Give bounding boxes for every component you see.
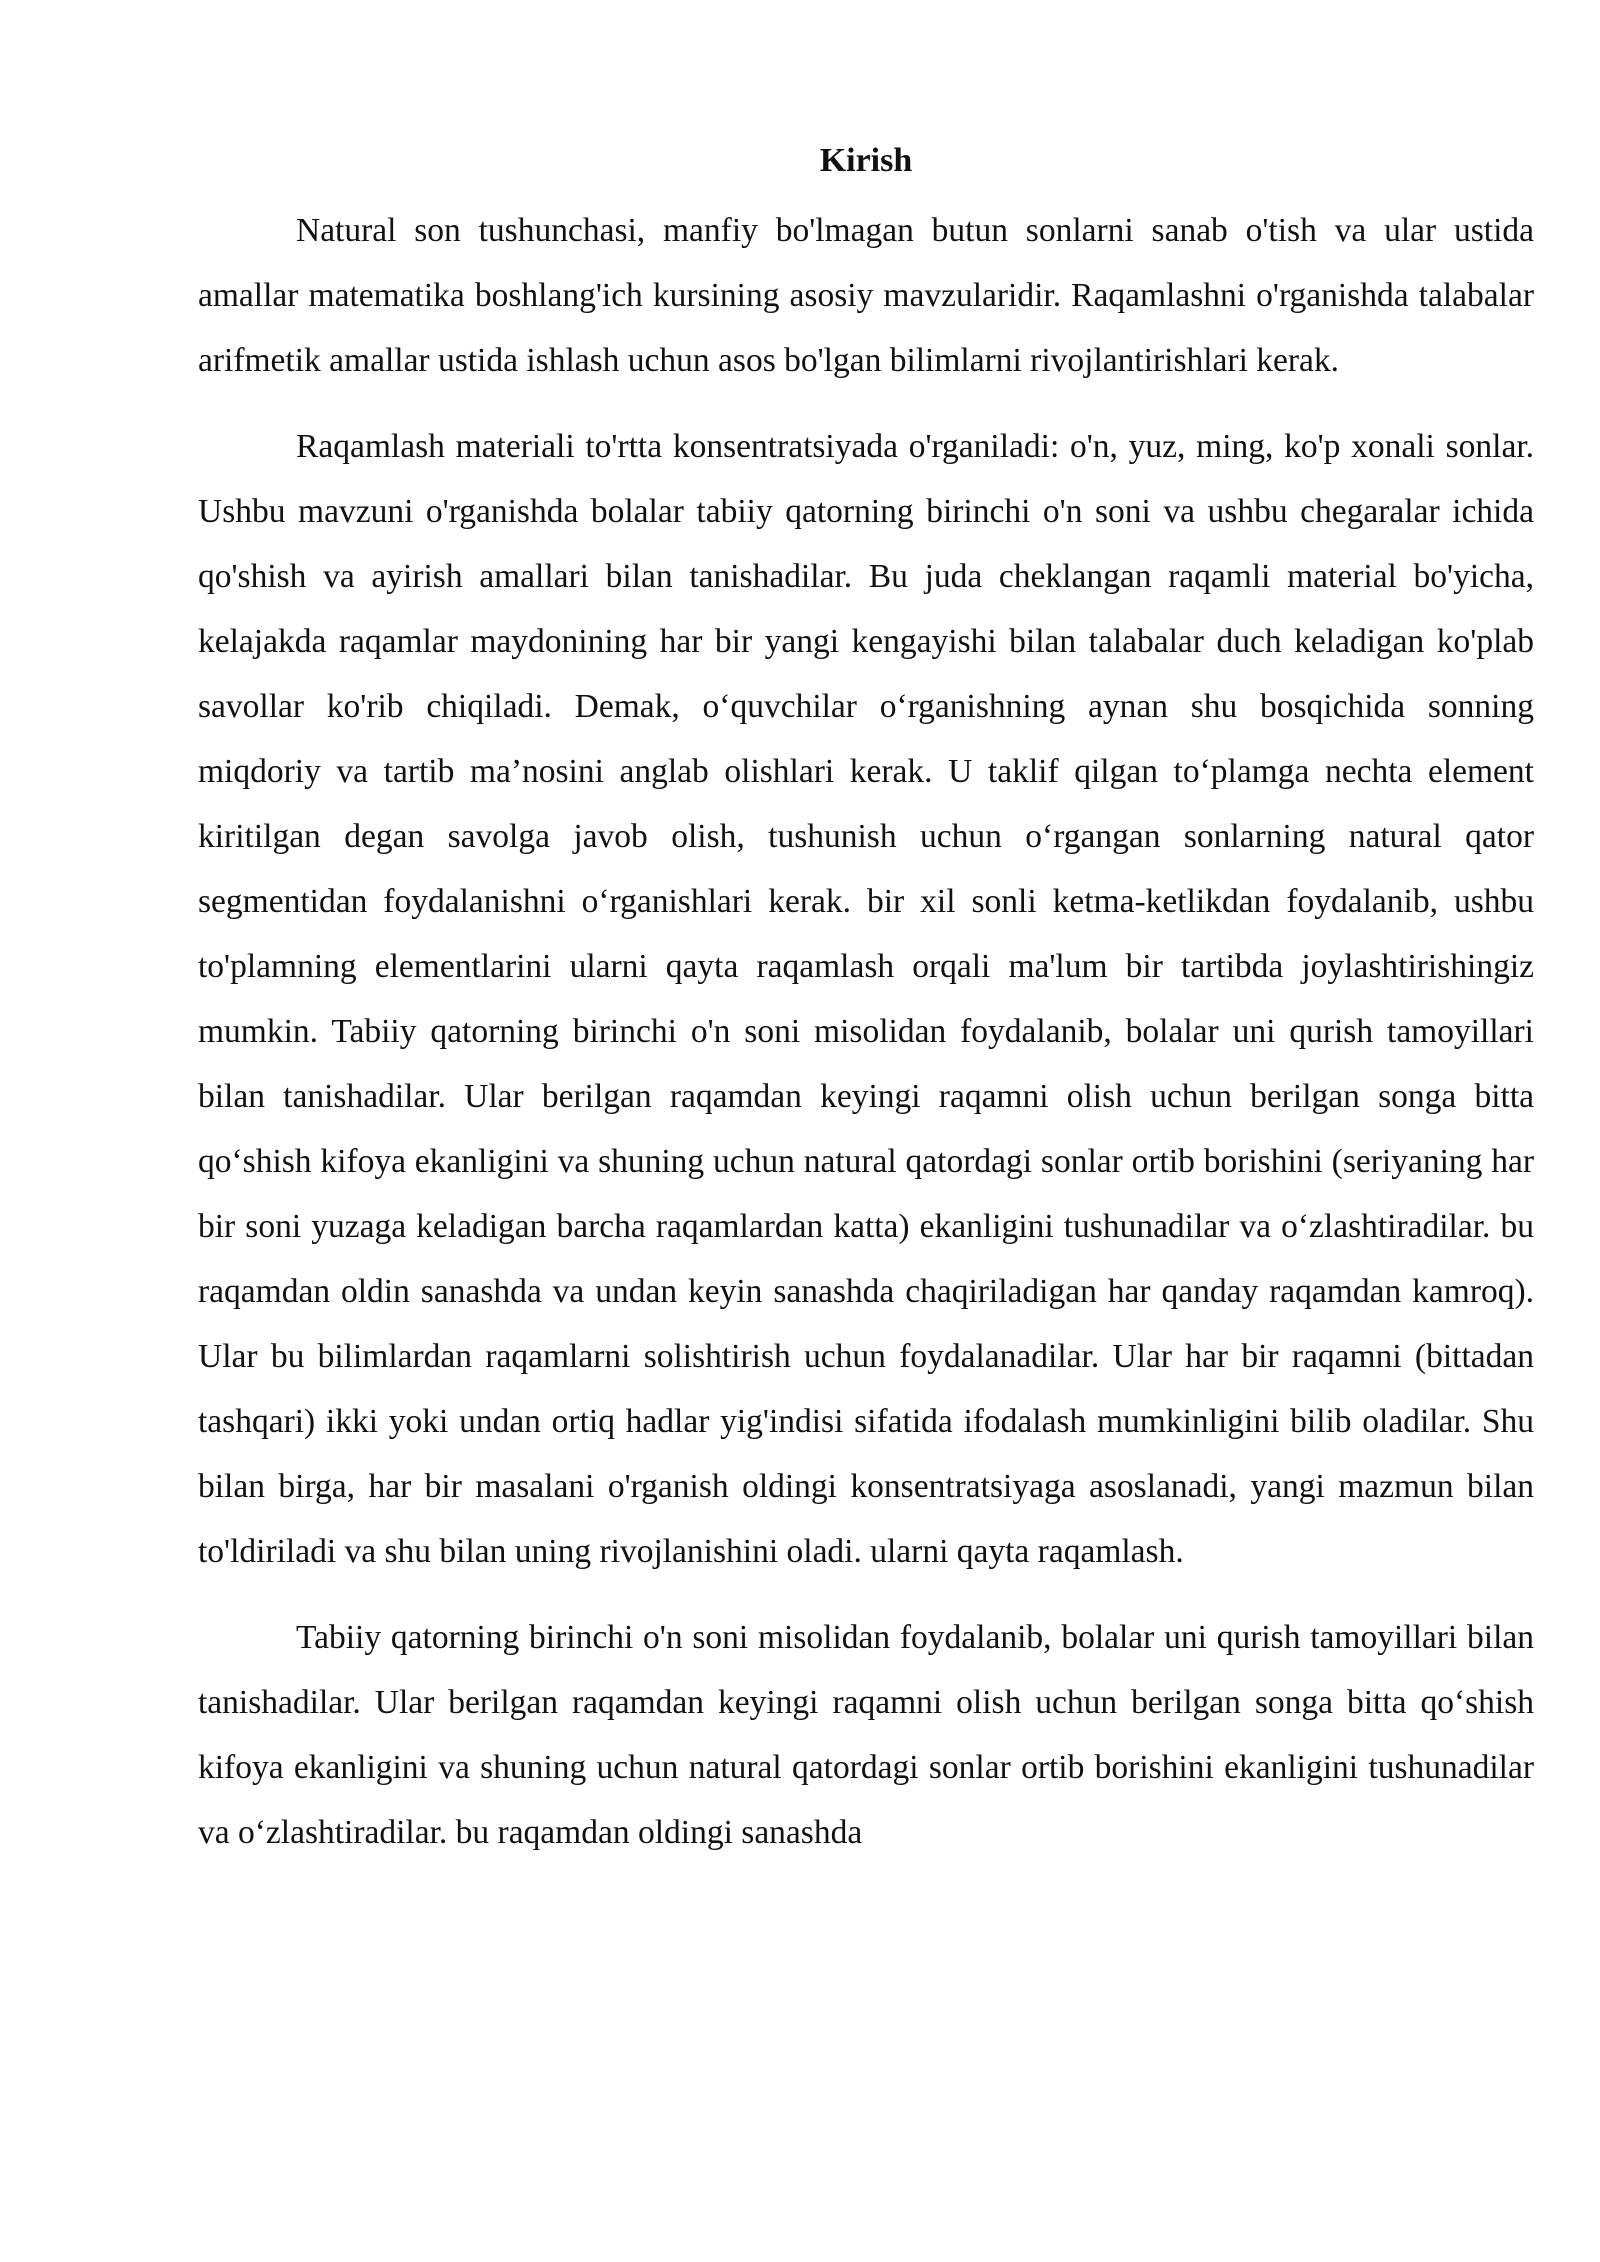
paragraph-1: Natural son tushunchasi, manfiy bo'lmagan butun sonlarni sanab o'tish va ular ustida amallar matematika boshlang'ich kursining asosiy mavzularidir. Raqamlashni o'rganishda talabalar arifmetik amallar ustida ishlash uchun asos bo'lgan bilimlarni rivojlantirishlari kerak.: [198, 212, 1534, 379]
paragraph-2: Raqamlash materiali to'rtta konsentratsiyada o'rganiladi: o'n, yuz, ming, ko'p xonali sonlar. Ushbu mavzuni o'rganishda bolalar tabiiy qatorning birinchi o'n soni va ushbu chegaralar ichida qo'shish va ayirish amallari bilan tanishadilar. Bu juda cheklangan raqamli material bo'yicha, kelajakda raqamlar maydonining har bir yangi kengayishi bilan talabalar duch keladigan ko'plab savollar ko'rib chiqiladi. Demak, o‘quvchilar o‘rganishning aynan shu bosqichida sonning miqdoriy va tartib ma’nosini anglab olishlari kerak. U taklif qilgan to‘plamga nechta element kiritilgan degan savolga javob olish, tushunish uchun o‘rgangan sonlarning natural qator segmentidan foydalanishni o‘rganishlari kerak. bir xil sonli ketma-ketlikdan foydalanib, ushbu to'plamning elementlarini ularni qayta raqamlash orqali ma'lum bir tartibda joylashtirishingiz mumkin. Tabiiy qatorning birinchi o'n soni misolidan foydalanib, bolalar uni qurish tamoyillari bilan tanishadilar. Ular berilgan raqamdan keyingi raqamni olish uchun berilgan songa bitta qo‘shish kifoya ekanligini va shuning uchun natural qatordagi sonlar ortib borishini (seriyaning har bir soni yuzaga keladigan barcha raqamlardan katta) ekanligini tushunadilar va o‘zlashtiradilar. bu raqamdan oldin sanashda va undan keyin sanashda chaqiriladigan har qanday raqamdan kamroq). Ular bu bilimlardan raqamlarni solishtirish uchun foydalanadilar. Ular har bir raqamni (bittadan tashqari) ikki yoki undan ortiq hadlar yig'indisi sifatida ifodalash mumkinligini bilib oladilar. Shu bilan birga, har bir masalani o'rganish oldingi konsentratsiyaga asoslanadi, yangi mazmun bilan to'ldiriladi va shu bilan uning rivojlanishini oladi. ularni qayta raqamlash.: [198, 428, 1534, 1570]
page-title: Kirish: [819, 142, 913, 179]
paragraph-3: Tabiiy qatorning birinchi o'n soni misolidan foydalanib, bolalar uni qurish tamoyillari bilan tanishadilar. Ular berilgan raqamdan keyingi raqamni olish uchun berilgan songa bitta qo‘shish kifoya ekanligini va shuning uchun natural qatordagi sonlar ortib borishini ekanligini tushunadilar va o‘zlashtiradilar. bu raqamdan oldingi sanashda: [198, 1619, 1534, 1851]
document-body: [198, 136, 1534, 1886]
